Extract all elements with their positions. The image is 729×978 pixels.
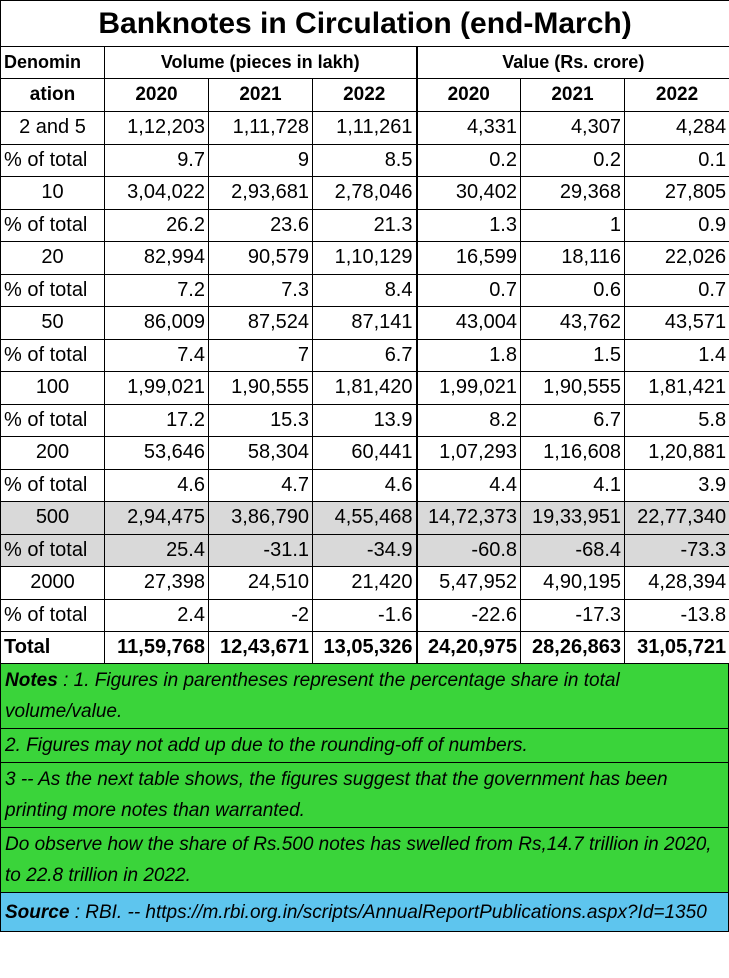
cell: 13.9: [313, 404, 417, 437]
cell: -73.3: [625, 534, 729, 567]
table-row: [1, 567, 729, 600]
year-header: 2020: [105, 79, 209, 112]
cell: 1.4: [625, 339, 729, 372]
cell: 2,78,046: [313, 177, 417, 210]
table-row: [1, 469, 729, 502]
row-label: 50: [1, 307, 105, 340]
cell: 5,47,952: [417, 567, 521, 600]
cell: 0.1: [625, 144, 729, 177]
table-row: [1, 372, 729, 405]
cell: 0.2: [417, 144, 521, 177]
cell: 3,04,022: [105, 177, 209, 210]
cell: 2.4: [105, 599, 209, 632]
cell: 4,28,394: [625, 567, 729, 600]
total-cell: 31,05,721: [625, 632, 729, 664]
cell: 1.5: [521, 339, 625, 372]
cell: 19,33,951: [521, 502, 625, 535]
cell: 90,579: [209, 242, 313, 275]
table-row: [1, 177, 729, 210]
cell: 6.7: [521, 404, 625, 437]
cell: 1,99,021: [105, 372, 209, 405]
cell: 1,10,129: [313, 242, 417, 275]
row-label: % of total: [1, 144, 105, 177]
value-group-header: Value (Rs. crore): [417, 47, 729, 79]
cell: 43,762: [521, 307, 625, 340]
cell: 9.7: [105, 144, 209, 177]
total-cell: 12,43,671: [209, 632, 313, 664]
cell: -60.8: [417, 534, 521, 567]
cell: -34.9: [313, 534, 417, 567]
cell: -22.6: [417, 599, 521, 632]
row-label: % of total: [1, 274, 105, 307]
row-label: % of total: [1, 599, 105, 632]
cell: 0.9: [625, 209, 729, 242]
cell: 43,571: [625, 307, 729, 340]
denomination-header-line1: Denomin: [1, 47, 105, 79]
cell: 22,77,340: [625, 502, 729, 535]
row-label: % of total: [1, 339, 105, 372]
row-label: % of total: [1, 404, 105, 437]
cell: 7.4: [105, 339, 209, 372]
cell: -2: [209, 599, 313, 632]
cell: 4.6: [105, 469, 209, 502]
cell: 7.2: [105, 274, 209, 307]
cell: 29,368: [521, 177, 625, 210]
cell: 16,599: [417, 242, 521, 275]
cell: 1.3: [417, 209, 521, 242]
year-header: 2022: [313, 79, 417, 112]
cell: 1: [521, 209, 625, 242]
note-3: 3 -- As the next table shows, the figures suggest that the government has been printing more notes than warranted.: [0, 763, 729, 828]
cell: 4.4: [417, 469, 521, 502]
cell: -1.6: [313, 599, 417, 632]
cell: 87,524: [209, 307, 313, 340]
cell: 6.7: [313, 339, 417, 372]
cell: 8.5: [313, 144, 417, 177]
table-row-highlighted: [1, 534, 729, 567]
volume-group-header: Volume (pieces in lakh): [105, 47, 417, 79]
cell: 4,307: [521, 112, 625, 145]
cell: 87,141: [313, 307, 417, 340]
source-text: : RBI. -- https://m.rbi.org.in/scripts/AnnualReportPublications.aspx?Id=1350: [69, 902, 707, 923]
cell: 18,116: [521, 242, 625, 275]
cell: 25.4: [105, 534, 209, 567]
cell: 27,805: [625, 177, 729, 210]
denomination-header-line2: ation: [1, 79, 105, 112]
cell: 14,72,373: [417, 502, 521, 535]
total-row: [1, 632, 729, 664]
cell: 1,81,420: [313, 372, 417, 405]
table-row: [1, 404, 729, 437]
table-row-highlighted: [1, 502, 729, 535]
cell: 1,11,728: [209, 112, 313, 145]
cell: 7.3: [209, 274, 313, 307]
note-1-text: : 1. Figures in parentheses represent the percentage share in total volume/value.: [5, 670, 620, 722]
cell: 15.3: [209, 404, 313, 437]
cell: 8.2: [417, 404, 521, 437]
cell: 86,009: [105, 307, 209, 340]
row-label: % of total: [1, 209, 105, 242]
cell: 8.4: [313, 274, 417, 307]
cell: 0.7: [417, 274, 521, 307]
cell: 17.2: [105, 404, 209, 437]
cell: 0.7: [625, 274, 729, 307]
cell: -13.8: [625, 599, 729, 632]
cell: 21,420: [313, 567, 417, 600]
cell: 5.8: [625, 404, 729, 437]
cell: 1,20,881: [625, 437, 729, 470]
source-prefix: Source: [5, 902, 70, 923]
cell: 22,026: [625, 242, 729, 275]
row-label: 10: [1, 177, 105, 210]
note-4: Do observe how the share of Rs.500 notes has swelled from Rs,14.7 trillion in 2020, to 22.8 trillion in 2022.: [0, 828, 729, 893]
cell: 3.9: [625, 469, 729, 502]
cell: 9: [209, 144, 313, 177]
year-header: 2021: [209, 79, 313, 112]
table-row: [1, 599, 729, 632]
cell: 4,55,468: [313, 502, 417, 535]
row-label: 2000: [1, 567, 105, 600]
note-1: [0, 664, 729, 729]
cell: 0.2: [521, 144, 625, 177]
cell: 4,284: [625, 112, 729, 145]
row-label: 500: [1, 502, 105, 535]
cell: 21.3: [313, 209, 417, 242]
cell: 1,90,555: [209, 372, 313, 405]
cell: 4.6: [313, 469, 417, 502]
cell: 7: [209, 339, 313, 372]
year-header-row: [1, 79, 729, 112]
cell: 2,94,475: [105, 502, 209, 535]
cell: 24,510: [209, 567, 313, 600]
cell: 1,11,261: [313, 112, 417, 145]
cell: 26.2: [105, 209, 209, 242]
row-label: % of total: [1, 469, 105, 502]
table-title: Banknotes in Circulation (end-March): [1, 1, 729, 47]
cell: 4.1: [521, 469, 625, 502]
cell: 4,90,195: [521, 567, 625, 600]
cell: 3,86,790: [209, 502, 313, 535]
table-row: [1, 307, 729, 340]
total-cell: 28,26,863: [521, 632, 625, 664]
cell: 1,12,203: [105, 112, 209, 145]
table-row: [1, 437, 729, 470]
cell: 58,304: [209, 437, 313, 470]
table-row: [1, 144, 729, 177]
cell: 1,81,421: [625, 372, 729, 405]
cell: 4,331: [417, 112, 521, 145]
year-header: 2021: [521, 79, 625, 112]
row-label: 20: [1, 242, 105, 275]
cell: 27,398: [105, 567, 209, 600]
row-label: % of total: [1, 534, 105, 567]
row-label: 100: [1, 372, 105, 405]
cell: 82,994: [105, 242, 209, 275]
cell: 1,90,555: [521, 372, 625, 405]
year-header: 2022: [625, 79, 729, 112]
table-row: [1, 112, 729, 145]
cell: -31.1: [209, 534, 313, 567]
cell: 53,646: [105, 437, 209, 470]
cell: 43,004: [417, 307, 521, 340]
cell: 4.7: [209, 469, 313, 502]
total-label: Total: [1, 632, 105, 664]
cell: 2,93,681: [209, 177, 313, 210]
cell: 1,07,293: [417, 437, 521, 470]
cell: -17.3: [521, 599, 625, 632]
cell: 0.6: [521, 274, 625, 307]
note-2: 2. Figures may not add up due to the rounding-off of numbers.: [0, 729, 729, 763]
table-row: [1, 274, 729, 307]
cell: 60,441: [313, 437, 417, 470]
table-row: [1, 339, 729, 372]
year-header: 2020: [417, 79, 521, 112]
cell: 23.6: [209, 209, 313, 242]
group-header-row: [1, 47, 729, 79]
cell: -68.4: [521, 534, 625, 567]
notes-prefix: Notes: [5, 670, 58, 691]
total-cell: 24,20,975: [417, 632, 521, 664]
total-cell: 13,05,326: [313, 632, 417, 664]
table-row: [1, 242, 729, 275]
cell: 30,402: [417, 177, 521, 210]
row-label: 200: [1, 437, 105, 470]
cell: 1.8: [417, 339, 521, 372]
title-row: [1, 1, 729, 47]
cell: 1,16,608: [521, 437, 625, 470]
table-row: [1, 209, 729, 242]
total-cell: 11,59,768: [105, 632, 209, 664]
row-label: 2 and 5: [1, 112, 105, 145]
cell: 1,99,021: [417, 372, 521, 405]
source-note: [0, 893, 729, 932]
